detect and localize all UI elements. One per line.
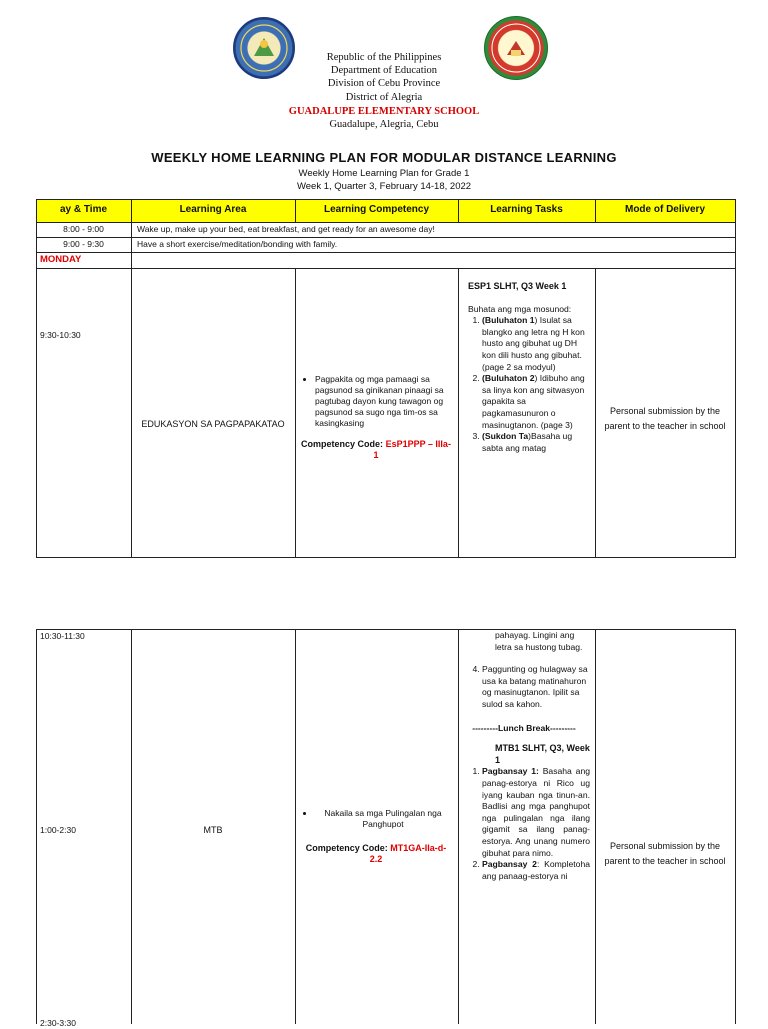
mtb-competency-code-line	[301, 843, 451, 865]
subtitle-grade: Weekly Home Learning Plan for Grade 1	[298, 168, 470, 179]
mtb-task-title: MTB1 SLHT, Q3, Week 1	[495, 743, 590, 765]
row-time-9: 9:00 - 9:30	[63, 239, 104, 249]
page2-time-100: 1:00-2:30	[40, 825, 76, 835]
school-address: Guadalupe, Alegria, Cebu	[329, 119, 439, 130]
esp-task-2-text: ) Idibuho ang sa linya kon ang sitwasyon gapakita sa pagkamasunuron o masinugtanon. (page 3)	[482, 373, 585, 430]
esp-competency-code: EsP1PPP – IIIa-1	[373, 439, 451, 460]
page2-time-1030: 10:30-11:30	[40, 631, 85, 641]
mtb-task-2-text: : Kompletoha ang panaag-estorya ni	[482, 859, 590, 881]
esp-competency-text: • Pagpakita og mga pamaagi sa pagsunod sa ginikanan pinaagi sa pagtubag dayon kung tawagon og pagsunod sa sugo nga tim-os sa kasingkasing	[315, 374, 451, 429]
district-line: District of Alegria	[345, 92, 423, 103]
esp-task-2	[482, 373, 590, 431]
mtb-mode-of-delivery: Personal submission by the parent to the teacher in school	[604, 841, 726, 866]
mtb-competency-code: MT1GA-IIa-d-2.2	[369, 843, 447, 864]
esp-learning-tasks	[468, 281, 590, 454]
mtb-competency	[301, 808, 451, 865]
esp-task-3-text: )Basaha ug sabta ang matag	[482, 431, 573, 453]
mtb-competency-text: • Nakaila sa mga Pulingalan nga Panghupot	[315, 808, 451, 830]
esp-task-1-text: ) Isulat sa blangko ang letra ng H kon husto ang gibuhat ug DH kon dili husto ang gibuhat. (page 2 sa modyul)	[482, 315, 585, 372]
day-label-monday: MONDAY	[40, 254, 82, 265]
esp-task-4: 4. Paggunting og hulagway sa usa ka batang matinahuron og masinugtanon. Ipilit sa sulod sa kahon.	[482, 664, 590, 710]
esp-task-3	[482, 431, 590, 454]
page2-time-230: 2:30-3:30	[40, 1018, 76, 1028]
subtitle-week: Week 1, Quarter 3, February 14-18, 2022	[296, 181, 472, 192]
esp-task-2-label: (Buluhaton 2	[482, 373, 535, 384]
esp-competency	[301, 374, 451, 461]
col-header-mode: Mode of Delivery	[624, 204, 706, 215]
col-header-competency: Learning Competency	[323, 204, 430, 215]
col-header-day-time: ay & Time	[59, 204, 108, 215]
division-line: Division of Cebu Province	[327, 78, 441, 89]
esp-task-1-label: (Buluhaton 1	[482, 315, 535, 326]
mtb-code-label: Competency Code:	[305, 843, 391, 853]
row-activity-breakfast: Wake up, make up your bed, eat breakfast, and get ready for an awesome day!	[137, 224, 435, 234]
document-title: WEEKLY HOME LEARNING PLAN FOR MODULAR DISTANCE LEARNING	[151, 150, 617, 165]
esp-task-intro: Buhata ang mga mosunod:	[468, 303, 572, 314]
esp-code-label: Competency Code:	[301, 439, 386, 449]
esp-task-1	[482, 315, 590, 373]
school-name: GUADALUPE ELEMENTARY SCHOOL	[288, 106, 480, 117]
esp-task-3-label: (Sukdon Ta	[482, 431, 529, 442]
lunch-break-label: ---------Lunch Break---------	[472, 722, 576, 733]
esp-task-title: ESP1 SLHT, Q3 Week 1	[468, 281, 567, 291]
esp-mode-of-delivery: Personal submission by the parent to the teacher in school	[604, 406, 726, 431]
col-header-tasks: Learning Tasks	[490, 204, 563, 215]
esp-learning-area: EDUKASYON SA PAGPAPAKATAO	[141, 419, 285, 429]
mtb-task-2	[482, 859, 590, 882]
mtb-task-1-label: Pagbansay 1:	[482, 766, 539, 777]
department-line: Department of Education	[330, 65, 438, 76]
mtb-task-1	[482, 766, 590, 859]
mtb-learning-area: MTB	[203, 825, 223, 835]
esp-time: 9:30-10:30	[40, 330, 81, 340]
mtb-task-2-label: Pagbansay 2	[482, 859, 537, 870]
page2-learning-tasks	[468, 630, 590, 882]
republic-line: Republic of the Philippines	[326, 52, 442, 63]
row-time-8: 8:00 - 9:00	[63, 224, 104, 234]
esp-task-3-continued: pahayag. Lingini ang letra sa hustong tubag.	[495, 630, 583, 652]
col-header-learning-area: Learning Area	[179, 204, 247, 215]
row-activity-exercise: Have a short exercise/meditation/bonding with family.	[137, 239, 338, 249]
mtb-task-1-text: Basaha ang panag-estorya ni Rico ug iyang kauban nga tinun-an. Badlisi ang mga panghupot nga pulingalan nga ilang gigamit sa ilang panag-estorya. Ang unang numero gibuhat para nimo.	[482, 766, 591, 858]
esp-competency-code-line	[301, 439, 451, 461]
